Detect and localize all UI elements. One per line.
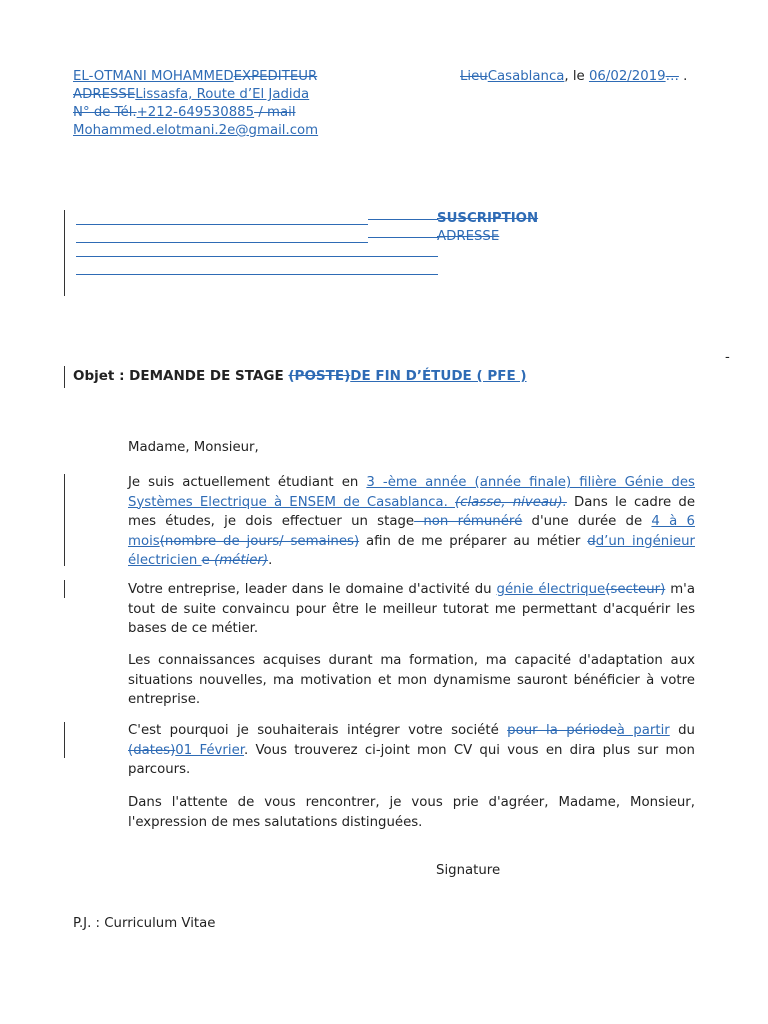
signature-label: Signature xyxy=(436,863,501,878)
change-bar xyxy=(64,366,65,388)
paragraph-1: Je suis actuellement étudiant en 3 -ème année (année finale) filière Génie des Systèmes Electrique à ENSEM de Casablanca. (classe, niveau). Dans le cadre de mes études, je dois effectuer un stage non rémunéré d'une durée de 4 à 6 mois(nombre de jours/ semaines) afin de me préparer au métier dd’un ingénieur électricien e (métier). xyxy=(128,475,695,568)
change-bar xyxy=(64,210,65,296)
sender-name: EL-OTMANI MOHAMMEDEXPEDITEUR xyxy=(73,69,318,84)
attachment-note: P.J. : Curriculum Vitae xyxy=(73,916,216,931)
change-bar xyxy=(64,580,65,598)
recipient-line-4 xyxy=(76,274,438,275)
suscription-label: SUSCRIPTION xyxy=(437,211,539,226)
margin-dash: - xyxy=(725,350,730,365)
adresse-label: ADRESSE xyxy=(437,229,500,244)
sender-address: ADRESSELissasfa, Route d’El Jadida xyxy=(73,87,310,102)
recipient-line-2-ext xyxy=(368,237,438,238)
subject-line: Objet : DEMANDE DE STAGE (POSTE)DE FIN D’ÉTUDE ( PFE ) xyxy=(73,368,527,384)
recipient-line-2 xyxy=(76,242,368,243)
change-bar xyxy=(64,722,65,758)
paragraph-3: Les connaissances acquises durant ma formation, ma capacité d'adaptation aux situations nouvelles, ma motivation et mon dynamisme sauront bénéficier à votre entreprise. xyxy=(128,653,695,707)
paragraph-5: Dans l'attente de vous rencontrer, je vous prie d'agréer, Madame, Monsieur, l'expression de mes salutations distinguées. xyxy=(128,795,695,830)
recipient-line-1-ext xyxy=(368,219,438,220)
paragraph-2: Votre entreprise, leader dans le domaine d'activité du génie électrique(secteur) m'a tout de suite convaincu pour être le meilleur tutorat me permettant d'acquérir les bases de ce métier. xyxy=(128,582,695,636)
sender-phone: N° de Tél.+212-649530885 / mail xyxy=(73,105,296,120)
sender-email: Mohammed.elotmani.2e@gmail.com xyxy=(73,123,319,138)
change-bar xyxy=(64,474,65,566)
sender-block xyxy=(73,68,318,140)
paragraph-4: C'est pourquoi je souhaiterais intégrer votre société pour la périodeà partir du (dates)01 Février. Vous trouverez ci-joint mon CV qui vous en dira plus sur mon parcours. xyxy=(128,723,695,777)
recipient-line-3 xyxy=(76,256,438,257)
recipient-line-1 xyxy=(76,224,368,225)
place-date: LieuCasablanca, le 06/02/2019… . xyxy=(460,69,688,84)
salutation: Madame, Monsieur, xyxy=(128,440,259,455)
